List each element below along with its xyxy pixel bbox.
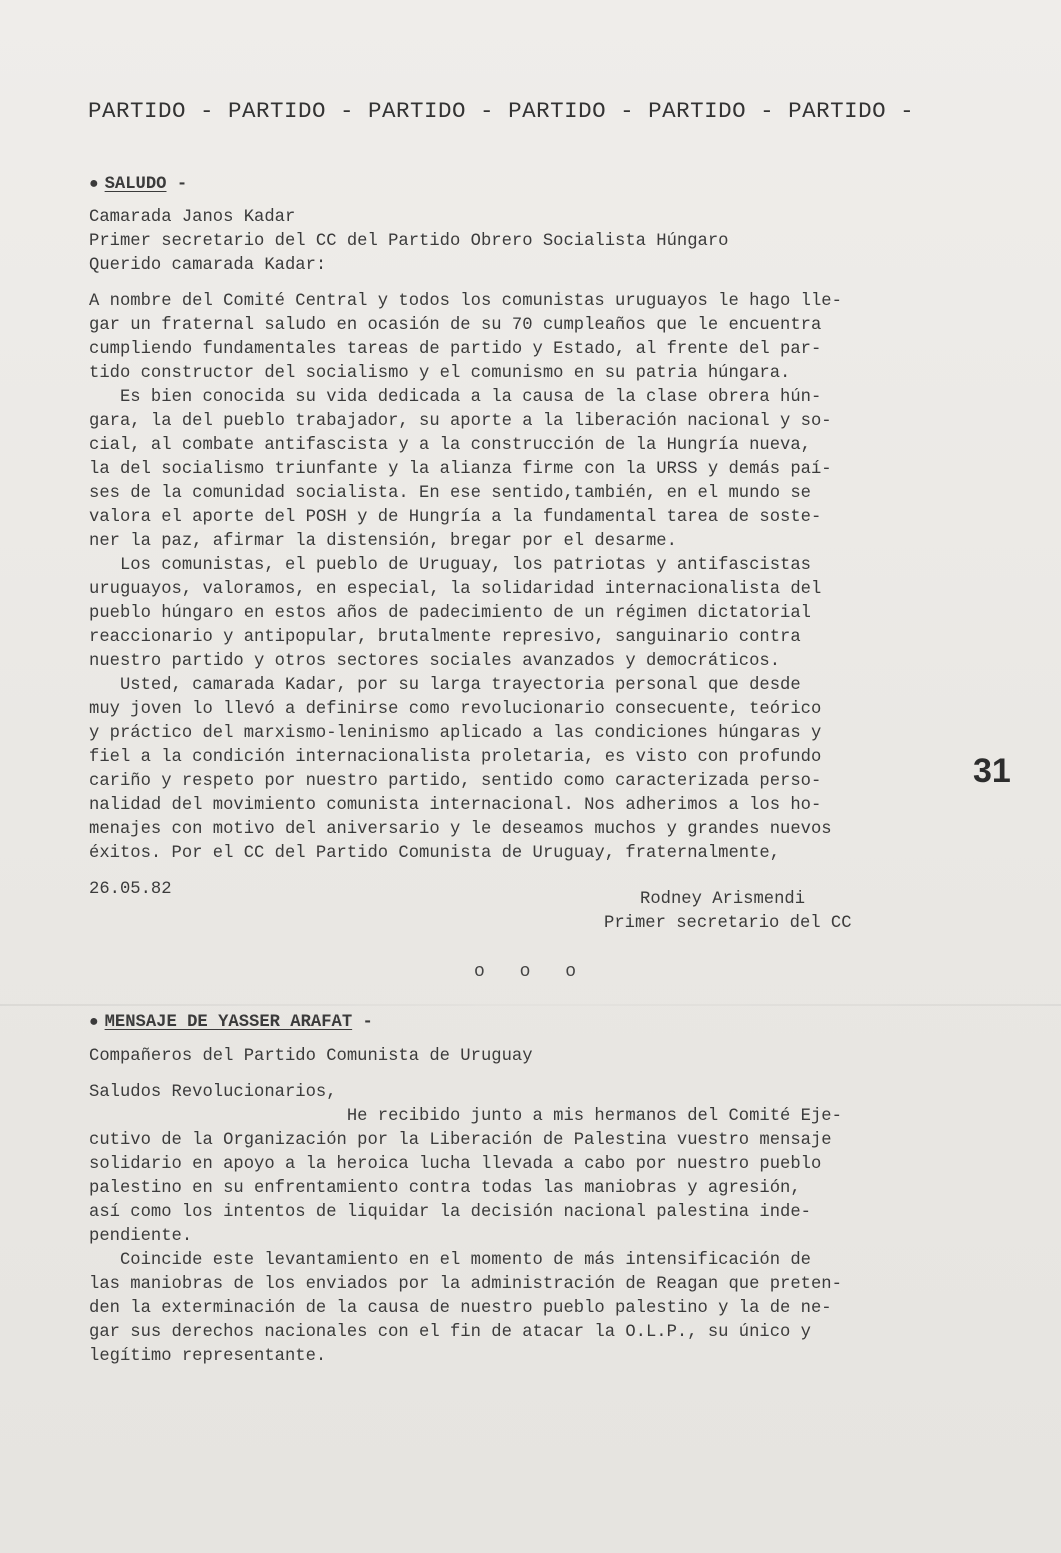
text-line: Usted, camarada Kadar, por su larga trayectoria personal que desde bbox=[89, 676, 801, 695]
text-line: y práctico del marxismo-leninismo aplicado a las condiciones húngaras y bbox=[89, 724, 822, 743]
signer-name: Rodney Arismendi bbox=[640, 890, 806, 909]
text-line: la del socialismo triunfante y la alianza firme con la URSS y demás paí- bbox=[89, 460, 832, 479]
text-line: muy joven lo llevó a definirse como revolucionario consecuente, teórico bbox=[89, 700, 822, 719]
text-line: palestino en su enfrentamiento contra todas las maniobras y agresión, bbox=[89, 1179, 801, 1198]
text-line: valora el aporte del POSH y de Hungría a la fundamental tarea de soste- bbox=[89, 508, 822, 527]
text-line: gara, la del pueblo trabajador, su aporte a la liberación nacional y so- bbox=[89, 412, 832, 431]
text-line: solidario en apoyo a la heroica lucha llevada a cabo por nuestro pueblo bbox=[89, 1155, 822, 1174]
text-line: las maniobras de los enviados por la administración de Reagan que preten- bbox=[89, 1275, 842, 1294]
section-heading-saludo bbox=[89, 172, 187, 197]
text-line: A nombre del Comité Central y todos los comunistas uruguayos le hago lle- bbox=[89, 292, 842, 311]
text-line: reaccionario y antipopular, brutalmente represivo, sanguinario contra bbox=[89, 628, 801, 647]
text-line: uruguayos, valoramos, en especial, la solidaridad internacionalista del bbox=[89, 580, 822, 599]
text-line: ner la paz, afirmar la distensión, bregar por el desarme. bbox=[89, 532, 677, 551]
text-line: gar un fraternal saludo en ocasión de su 70 cumpleaños que le encuentra bbox=[89, 316, 822, 335]
header-banner: PARTIDO - PARTIDO - PARTIDO - PARTIDO - PARTIDO - PARTIDO - bbox=[88, 98, 915, 124]
text-line: fiel a la condición internacionalista proletaria, es visto con profundo bbox=[89, 748, 822, 767]
addressee-role: Primer secretario del CC del Partido Obrero Socialista Húngaro bbox=[89, 232, 729, 251]
section-title: SALUDO bbox=[104, 175, 167, 194]
text-line: Coincide este levantamiento en el momento de más intensificación de bbox=[89, 1251, 811, 1270]
text-line: así como los intentos de liquidar la decisión nacional palestina inde- bbox=[89, 1203, 811, 1222]
text-line: Es bien conocida su vida dedicada a la causa de la clase obrera hún- bbox=[89, 388, 822, 407]
letter-date: 26.05.82 bbox=[89, 880, 172, 899]
text-line: cariño y respeto por nuestro partido, sentido como caracterizada perso- bbox=[89, 772, 822, 791]
page-number: 31 bbox=[973, 752, 1011, 790]
section-title: MENSAJE DE YASSER ARAFAT bbox=[104, 1013, 353, 1032]
section-title-suffix: - bbox=[166, 175, 188, 194]
text-line: menajes con motivo del aniversario y le deseamos muchos y grandes nuevos bbox=[89, 820, 832, 839]
text-line: cial, al combate antifascista y a la construcción de la Hungría nueva, bbox=[89, 436, 811, 455]
text-line: ses de la comunidad socialista. En ese sentido,también, en el mundo se bbox=[89, 484, 811, 503]
text-line: nuestro partido y otros sectores sociales avanzados y democráticos. bbox=[89, 652, 781, 671]
text-line: tido constructor del socialismo y el comunismo en su patria húngara. bbox=[89, 364, 791, 383]
text-line: pueblo húngaro en estos años de padecimiento de un régimen dictatorial bbox=[89, 604, 811, 623]
paper-crease bbox=[0, 1004, 1061, 1006]
text-line: éxitos. Por el CC del Partido Comunista de Uruguay, fraternalmente, bbox=[89, 844, 781, 863]
bullet-icon: ● bbox=[89, 1013, 99, 1031]
section-separator: o o o bbox=[474, 962, 589, 982]
addressee: Compañeros del Partido Comunista de Uruguay bbox=[89, 1047, 533, 1066]
addressee: Camarada Janos Kadar bbox=[89, 208, 296, 227]
text-line: cumpliendo fundamentales tareas de partido y Estado, al frente del par- bbox=[89, 340, 822, 359]
text-line: cutivo de la Organización por la Liberación de Palestina vuestro mensaje bbox=[89, 1131, 832, 1150]
text-line: gar sus derechos nacionales con el fin de atacar la O.L.P., su único y bbox=[89, 1323, 811, 1342]
section-title-suffix: - bbox=[352, 1013, 373, 1032]
section-heading-arafat bbox=[89, 1010, 373, 1035]
signer-role: Primer secretario del CC bbox=[604, 914, 852, 933]
text-line: nalidad del movimiento comunista internacional. Nos adherimos a los ho- bbox=[89, 796, 822, 815]
text-line: He recibido junto a mis hermanos del Comité Eje- bbox=[89, 1107, 842, 1126]
bullet-icon: ● bbox=[89, 175, 99, 193]
text-line: den la exterminación de la causa de nuestro pueblo palestino y la de ne- bbox=[89, 1299, 832, 1318]
text-line: legítimo representante. bbox=[89, 1347, 327, 1366]
text-line: Los comunistas, el pueblo de Uruguay, los patriotas y antifascistas bbox=[89, 556, 811, 575]
salutation: Querido camarada Kadar: bbox=[89, 256, 327, 275]
text-line: pendiente. bbox=[89, 1227, 193, 1246]
salutation: Saludos Revolucionarios, bbox=[89, 1083, 337, 1102]
